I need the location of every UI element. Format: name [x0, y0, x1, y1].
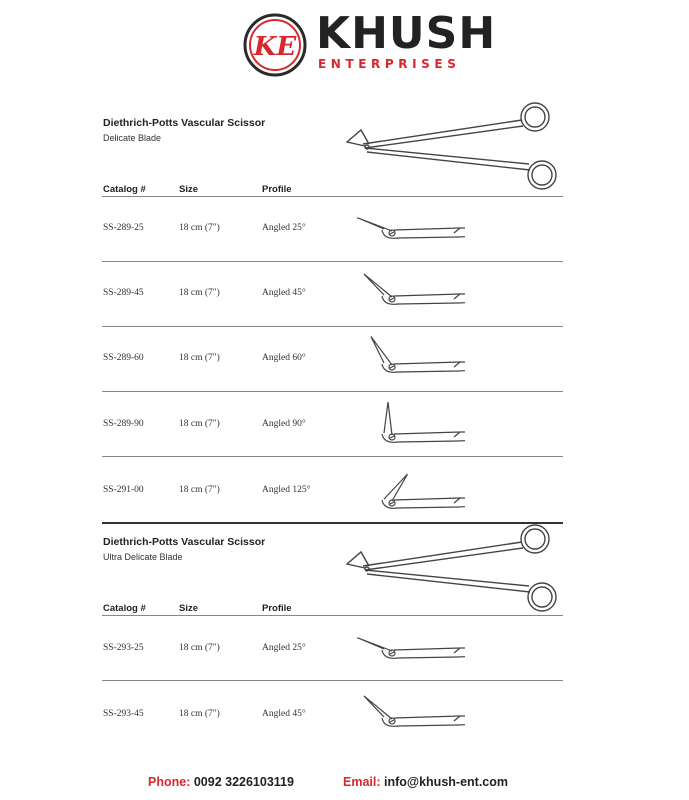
size-value: 18 cm (7")	[179, 288, 220, 298]
brand-logo	[243, 13, 307, 77]
phone-label: Phone:	[148, 775, 191, 789]
blade-profile-illustration	[350, 332, 465, 380]
size-value: 18 cm (7")	[179, 353, 220, 363]
size-value: 18 cm (7")	[179, 419, 220, 429]
divider	[102, 261, 563, 262]
blade-profile-illustration	[350, 690, 465, 734]
size-value: 18 cm (7")	[179, 223, 220, 233]
scissor-overview-illustration	[343, 522, 565, 614]
scissor-overview-illustration	[343, 100, 565, 192]
profile-value: Angled 45°	[262, 709, 306, 719]
column-header-catalog: Catalog #	[103, 603, 146, 614]
profile-value: Angled 25°	[262, 643, 306, 653]
brand-name: KHUSH	[316, 8, 497, 59]
contact-email[interactable]	[343, 775, 508, 789]
divider	[102, 326, 563, 327]
divider	[102, 615, 563, 616]
profile-value: Angled 125°	[262, 485, 311, 495]
column-header-size: Size	[179, 603, 199, 614]
profile-value: Angled 60°	[262, 353, 306, 363]
blade-profile-illustration	[350, 268, 465, 312]
catalog-number: SS-291-00	[103, 485, 144, 495]
phone-number: 0092 3226103119	[193, 775, 294, 789]
catalog-number: SS-293-25	[103, 643, 144, 653]
section-subtitle: Ultra Delicate Blade	[103, 552, 183, 562]
email-label: Email:	[343, 775, 381, 789]
blade-profile-illustration	[350, 206, 465, 246]
size-value: 18 cm (7")	[179, 485, 220, 495]
catalog-number: SS-289-90	[103, 419, 144, 429]
column-header-catalog: Catalog #	[103, 184, 146, 195]
section-title: Diethrich-Potts Vascular Scissor	[103, 536, 266, 548]
blade-profile-illustration	[350, 396, 465, 450]
column-header-profile: Profile	[262, 603, 292, 614]
catalog-number: SS-293-45	[103, 709, 144, 719]
blade-profile-illustration	[350, 626, 465, 666]
section-title: Diethrich-Potts Vascular Scissor	[103, 117, 266, 129]
column-header-profile: Profile	[262, 184, 292, 195]
brand-subtitle: ENTERPRISES	[318, 57, 461, 71]
section-subtitle: Delicate Blade	[103, 133, 162, 143]
catalog-number: SS-289-45	[103, 288, 144, 298]
profile-value: Angled 25°	[262, 223, 306, 233]
profile-value: Angled 90°	[262, 419, 306, 429]
size-value: 18 cm (7")	[179, 709, 220, 719]
size-value: 18 cm (7")	[179, 643, 220, 653]
catalog-number: SS-289-60	[103, 353, 144, 363]
profile-value: Angled 45°	[262, 288, 306, 298]
blade-profile-illustration	[350, 462, 465, 516]
divider	[102, 456, 563, 457]
contact-phone	[148, 775, 294, 789]
email-address[interactable]: info@khush-ent.com	[384, 775, 508, 789]
column-header-size: Size	[179, 184, 199, 195]
catalog-number: SS-289-25	[103, 223, 144, 233]
divider	[102, 680, 563, 681]
divider	[102, 196, 563, 197]
divider	[102, 391, 563, 392]
brand-monogram: KE	[253, 32, 297, 62]
